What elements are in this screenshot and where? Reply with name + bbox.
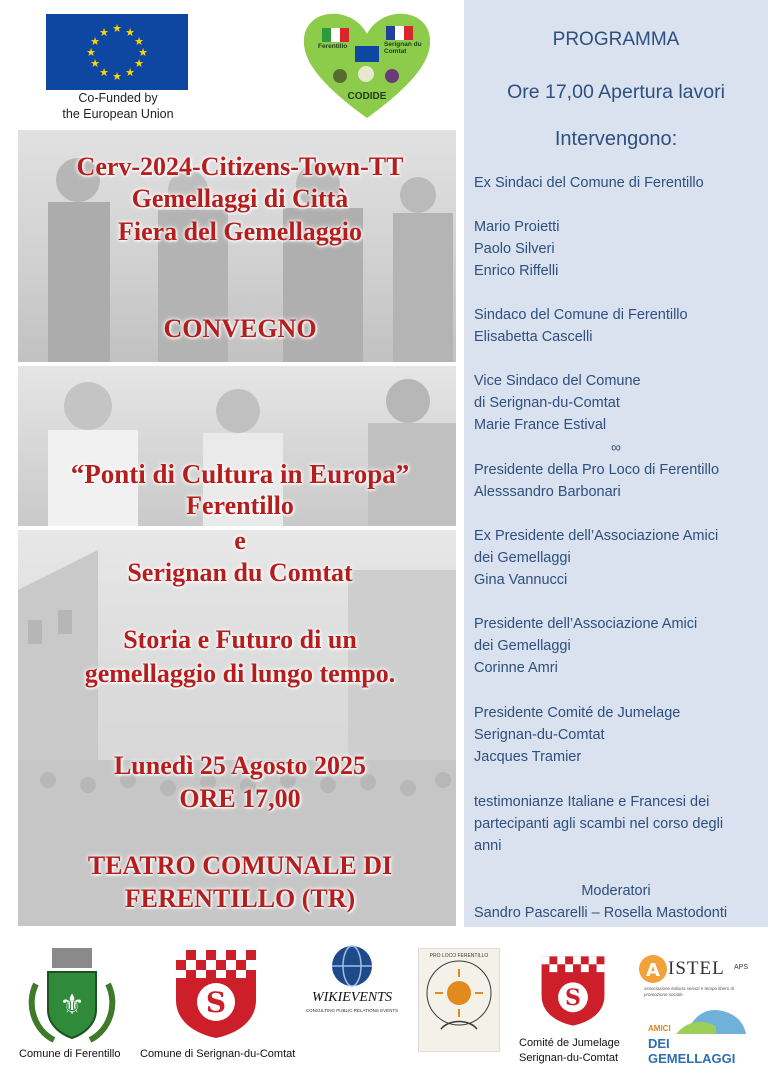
poster-venue-line-2: FERENTILLO (TR)	[124, 884, 356, 913]
programma-line: anni	[474, 838, 502, 854]
poster-title-line-3: Fiera del Gemellaggio	[117, 217, 363, 246]
eu-caption-line1: Co-Funded by	[78, 91, 158, 105]
programma-separator: ∞	[611, 439, 621, 455]
svg-text:S: S	[565, 985, 581, 1012]
svg-text:★: ★	[86, 46, 96, 59]
poster-town-2: Serignan du Comtat	[127, 558, 353, 587]
programma-line: Ex Presidente dell’Associazione Amici	[474, 528, 719, 544]
comite-caption-line1: Comité de Jumelage	[519, 1037, 620, 1049]
svg-text:★: ★	[125, 66, 135, 79]
svg-text:★: ★	[112, 22, 122, 35]
comite-shield-icon	[540, 950, 606, 1032]
poster-theme-line-2: gemellaggio di lungo tempo.	[84, 659, 396, 688]
programma-line: Gina Vannucci	[474, 572, 568, 588]
wikievents-name: WIKIEVENTS	[311, 990, 393, 1005]
programma-line: Alesssandro Barbonari	[474, 484, 621, 500]
programma-line: dei Gemellaggi	[474, 638, 571, 654]
programma-line: Elisabetta Cascelli	[474, 329, 593, 345]
programma-line: Enrico Riffelli	[474, 263, 559, 279]
serignan-coat-of-arms	[174, 948, 258, 1040]
ferentillo-caption: Comune di Ferentillo	[19, 1048, 121, 1060]
ferentillo-crest-icon	[24, 944, 120, 1044]
programma-line: Presidente Comité de Jumelage	[474, 705, 681, 721]
amici-gemellaggi-logo	[646, 1004, 750, 1066]
proloco-sun-icon	[419, 949, 499, 1051]
programma-heading: PROGRAMMA	[552, 29, 680, 50]
svg-text:★: ★	[138, 46, 148, 59]
programma-line: Vice Sindaco del Comune	[474, 373, 641, 389]
programma-line: di Serignan-du-Comtat	[474, 395, 620, 411]
svg-text:★: ★	[125, 26, 135, 39]
wikievents-logo	[294, 944, 410, 1024]
poster-conjunction: e	[234, 526, 246, 555]
serignan-caption: Comune di Serignan-du-Comtat	[140, 1048, 296, 1060]
poster-venue-line-1: TEATRO COMUNALE DI	[87, 851, 393, 880]
svg-text:★: ★	[90, 35, 100, 48]
programma-line: Serignan-du-Comtat	[474, 727, 605, 743]
svg-text:S: S	[205, 986, 227, 1019]
programma-line: Marie France Estival	[474, 417, 607, 433]
poster-town-1: Ferentillo	[186, 491, 294, 520]
comite-caption-line2: Serignan-du-Comtat	[519, 1052, 619, 1064]
eu-flag-logo	[46, 14, 188, 90]
programma-line: Paolo Silveri	[474, 241, 555, 257]
programma-line: dei Gemellaggi	[474, 550, 571, 566]
istel-tagline: associazione italiana servizi e tempo libero di promozione sociale	[644, 986, 735, 997]
programma-line: Corinne Amri	[474, 660, 558, 676]
svg-text:★: ★	[99, 66, 109, 79]
codide-logo	[300, 10, 434, 122]
codide-name: CODIDE	[347, 91, 387, 102]
svg-text:★: ★	[112, 70, 122, 83]
poster-time: ORE 17,00	[179, 784, 301, 813]
istel-aps: APS	[734, 964, 749, 971]
globe-icon	[294, 944, 410, 990]
eu-caption-line2: the European Union	[62, 107, 174, 121]
svg-text:★: ★	[134, 35, 144, 48]
programma-line: Presidente dell’Associazione Amici	[474, 616, 698, 632]
programma-line: Jacques Tramier	[474, 749, 582, 765]
istel-a-icon	[638, 952, 668, 986]
proloco-logo	[418, 948, 500, 1052]
eu-caption	[40, 90, 196, 122]
programma-moderatori-names: Sandro Pascarelli – Rosella Mastodonti	[474, 905, 728, 921]
ferentillo-coat-of-arms	[24, 944, 120, 1044]
amici-line2: DEI GEMELLAGGI	[648, 1036, 736, 1066]
poster-convegno: CONVEGNO	[163, 314, 317, 343]
comite-shield	[540, 950, 606, 1032]
programma-line: Presidente della Pro Loco di Ferentillo	[474, 462, 720, 478]
amici-line1: AMICI	[648, 1024, 671, 1033]
programma-line: Mario Proietti	[474, 219, 560, 235]
istel-name: ISTEL	[668, 958, 725, 979]
programma-line: Sindaco del Comune di Ferentillo	[474, 307, 688, 323]
programma-intervengono: Intervengono:	[554, 128, 678, 150]
codide-left-label: Ferentillo	[318, 43, 348, 50]
svg-text:★: ★	[90, 57, 100, 70]
programma-line: partecipanti agli scambi nel corso degli	[474, 816, 724, 832]
svg-text:★: ★	[99, 26, 109, 39]
poster-date: Lunedì 25 Agosto 2025	[113, 751, 367, 780]
eu-stars-icon	[46, 14, 188, 90]
serignan-shield-icon	[174, 948, 258, 1040]
proloco-name: PRO LOCO FERENTILLO	[429, 953, 489, 959]
programma-opening: Ore 17,00 Apertura lavori	[507, 81, 725, 103]
svg-text:⚜: ⚜	[59, 988, 85, 1021]
wikievents-tagline: CONSULTING PUBLIC RELATIONS EVENTS	[305, 1008, 399, 1013]
poster-title-line-2: Gemellaggi di Città	[131, 184, 349, 213]
codide-heart-icon	[300, 10, 434, 122]
programma-moderatori-label: Moderatori	[581, 883, 651, 899]
istel-logo	[638, 952, 750, 1000]
programma-line: Ex Sindaci del Comune di Ferentillo	[474, 175, 704, 191]
programma-line: testimonianze Italiane e Francesi dei	[474, 794, 710, 810]
svg-text:A: A	[646, 960, 660, 981]
svg-text:★: ★	[134, 57, 144, 70]
codide-right-label: Serignan du Comtat	[384, 41, 422, 55]
poster-subtitle: “Ponti di Cultura in Europa”	[70, 459, 410, 489]
poster-title-line-1: Cerv-2024-Citizens-Town-TT	[76, 152, 404, 181]
poster-theme-line-1: Storia e Futuro di un	[123, 625, 357, 654]
